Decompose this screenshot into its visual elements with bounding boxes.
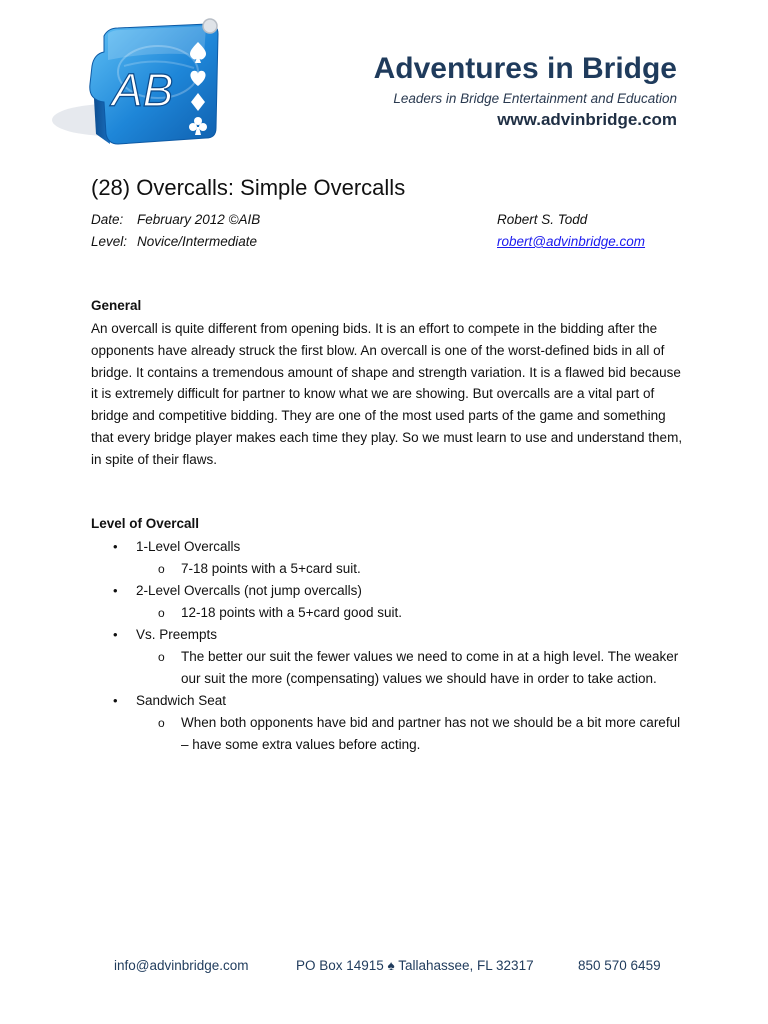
adventures-in-bridge-logo: [48, 16, 224, 148]
list-subitem: o 12-18 points with a 5+card good suit.: [136, 602, 687, 624]
footer-address: PO Box 14915 ♠ Tallahassee, FL 32317: [296, 958, 534, 973]
level-value: Novice/Intermediate: [137, 234, 258, 249]
overcall-level-list: [91, 536, 687, 756]
level-of-overcall-heading: Level of Overcall: [91, 516, 200, 531]
author-info: [497, 209, 645, 253]
document-title: (28) Overcalls: Simple Overcalls: [91, 175, 406, 200]
brand-url[interactable]: www.advinbridge.com: [497, 110, 677, 129]
list-subitem: o The better our suit the fewer values we need to come in at a high level. The weaker our suit the more (compensating) values we should have in order to take action.: [136, 646, 687, 690]
general-paragraph: An overcall is quite different from opening bids. It is an effort to compete in the bidding after the opponents have already struck the first blow. An overcall is one of the worst-defined bids in all of bridge. It contains a tremendous amount of shape and strength variation. It is a flawed bid because it is extremely difficult for partner to know what we are showing. But overcalls are a vital part of bridge and competitive bidding. They are one of the most used parts of the game and something that every bridge player makes each time they play. So we must learn to use and understand them, in spite of their flaws.: [91, 321, 683, 467]
footer-email[interactable]: info@advinbridge.com: [114, 958, 249, 973]
brand-title: Adventures in Bridge: [373, 52, 677, 85]
document-meta: [91, 209, 260, 253]
list-item: • 2-Level Overcalls (not jump overcalls) o 12-18 points with a 5+card good suit.: [91, 580, 687, 624]
list-subitem: o When both opponents have bid and partner has not we should be a bit more careful – have some extra values before acting.: [136, 712, 687, 756]
list-item: • Vs. Preempts o The better our suit the fewer values we need to come in at a high level. The weaker our suit the more (compensating) values we should have in order to take action.: [91, 624, 687, 690]
level-row: [91, 231, 260, 253]
footer-phone: 850 570 6459: [578, 958, 661, 973]
list-item: • Sandwich Seat o When both opponents have bid and partner has not we should be a bit more careful – have some extra values before acting.: [91, 690, 687, 756]
author-name: Robert S. Todd: [497, 212, 588, 227]
general-heading: General: [91, 298, 142, 313]
level-label: Level:: [91, 234, 128, 249]
date-label: Date:: [91, 212, 124, 227]
date-value: February 2012 ©AIB: [137, 212, 261, 227]
brand-header: [374, 50, 677, 131]
logo-text: AB: [112, 64, 174, 116]
author-email-link[interactable]: robert@advinbridge.com: [497, 234, 646, 249]
list-item: • 1-Level Overcalls o 7-18 points with a 5+card suit.: [91, 536, 687, 580]
brand-tagline: Leaders in Bridge Entertainment and Education: [393, 91, 677, 106]
list-subitem: o 7-18 points with a 5+card suit.: [136, 558, 687, 580]
date-row: [91, 209, 260, 231]
